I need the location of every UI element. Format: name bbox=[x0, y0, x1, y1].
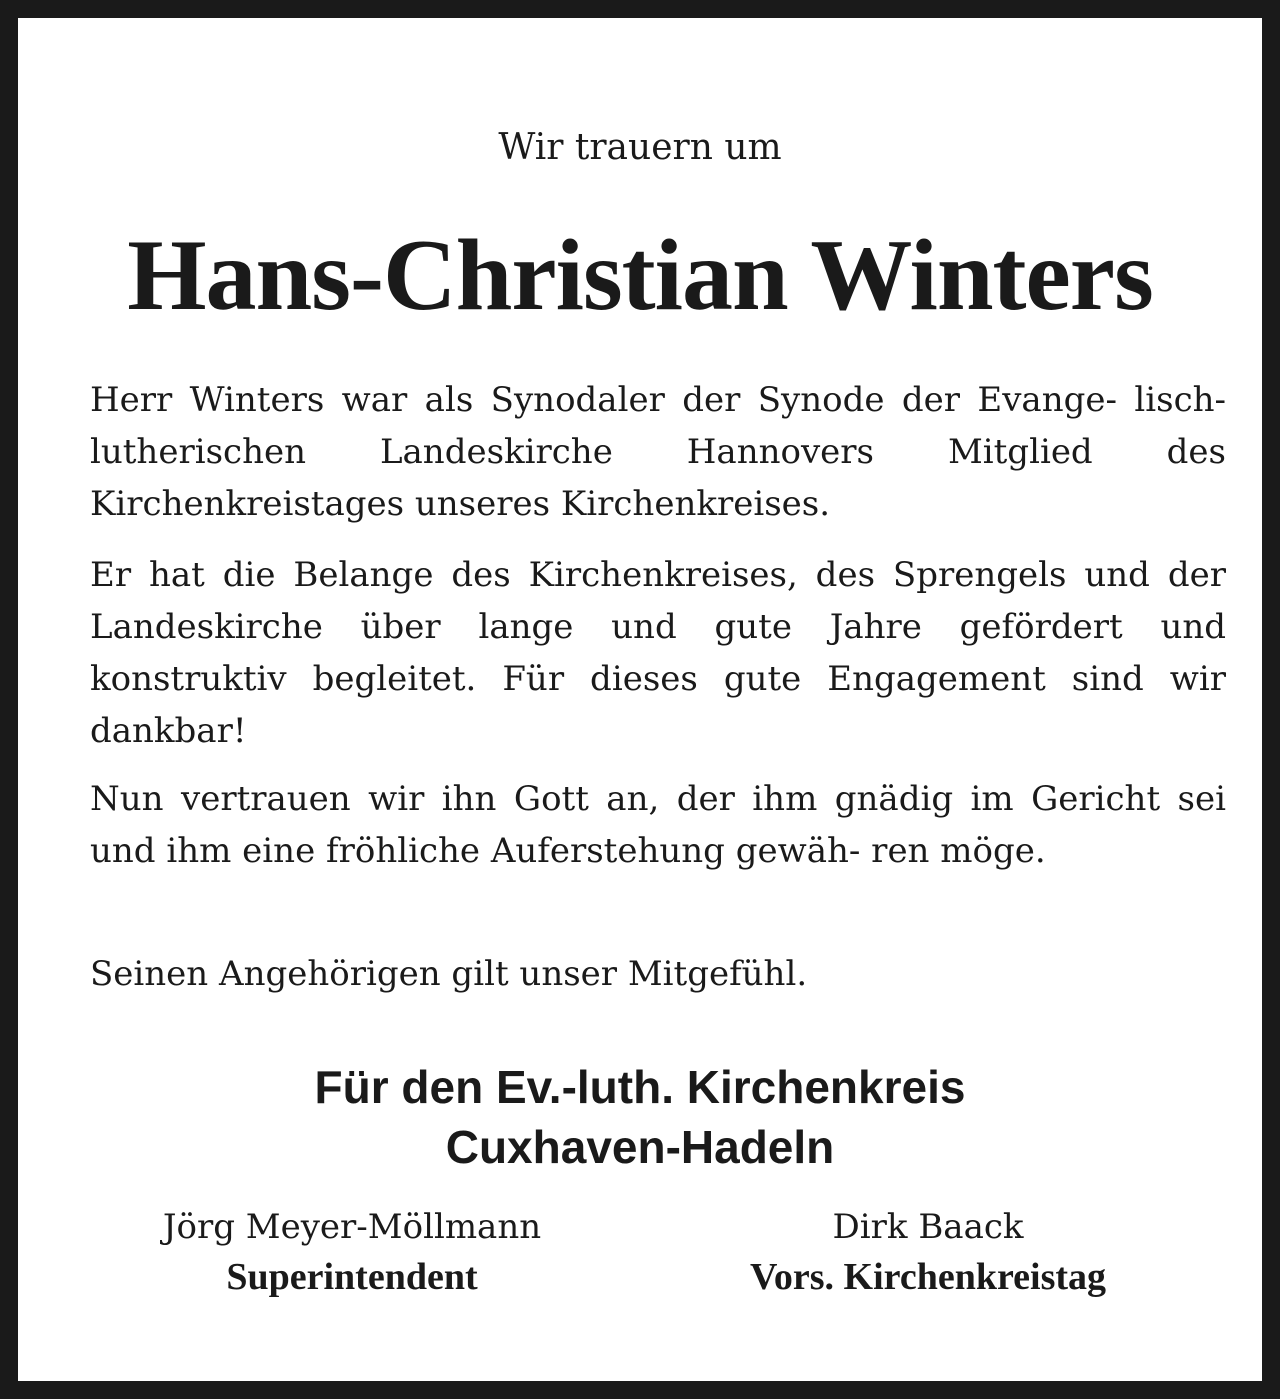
organization-block bbox=[18, 1057, 1262, 1177]
paragraph-blessing: Nun vertrauen wir ihn Gott an, der ihm gnädig im Gericht sei und ihm eine fröhliche Auferstehung gewäh- ren möge. bbox=[90, 779, 1226, 871]
organization-line-1: Für den Ev.-luth. Kirchenkreis bbox=[314, 1061, 966, 1113]
signatory-role: Superintendent bbox=[226, 1256, 478, 1298]
signatory-superintendent bbox=[112, 1202, 592, 1302]
paragraph-engagement: Er hat die Belange des Kirchenkreises, des Sprengels und der Landeskirche über lange und gute Jahre gefördert und konstruktiv begleitet. Für dieses gute Engagement sind wir dankbar! bbox=[90, 555, 1226, 751]
signatory-name: Jörg Meyer-Möllmann bbox=[162, 1207, 542, 1247]
paragraph-membership: Herr Winters war als Synodaler der Synode der Evange- lisch-lutherischen Landeskirche Hannovers Mitglied des Kirchenkreistages unseres Kirchenkreises. bbox=[90, 380, 1226, 524]
signatory-role: Vors. Kirchenkreistag bbox=[749, 1256, 1107, 1298]
intro-line: Wir trauern um bbox=[498, 127, 782, 168]
signatory-name: Dirk Baack bbox=[832, 1207, 1024, 1247]
paragraph-condolence: Seinen Angehörigen gilt unser Mitgefühl. bbox=[90, 954, 808, 994]
organization-line-2: Cuxhaven-Hadeln bbox=[445, 1121, 835, 1173]
signatory-chair bbox=[678, 1202, 1178, 1302]
deceased-name: Hans-Christian Winters bbox=[127, 219, 1153, 332]
